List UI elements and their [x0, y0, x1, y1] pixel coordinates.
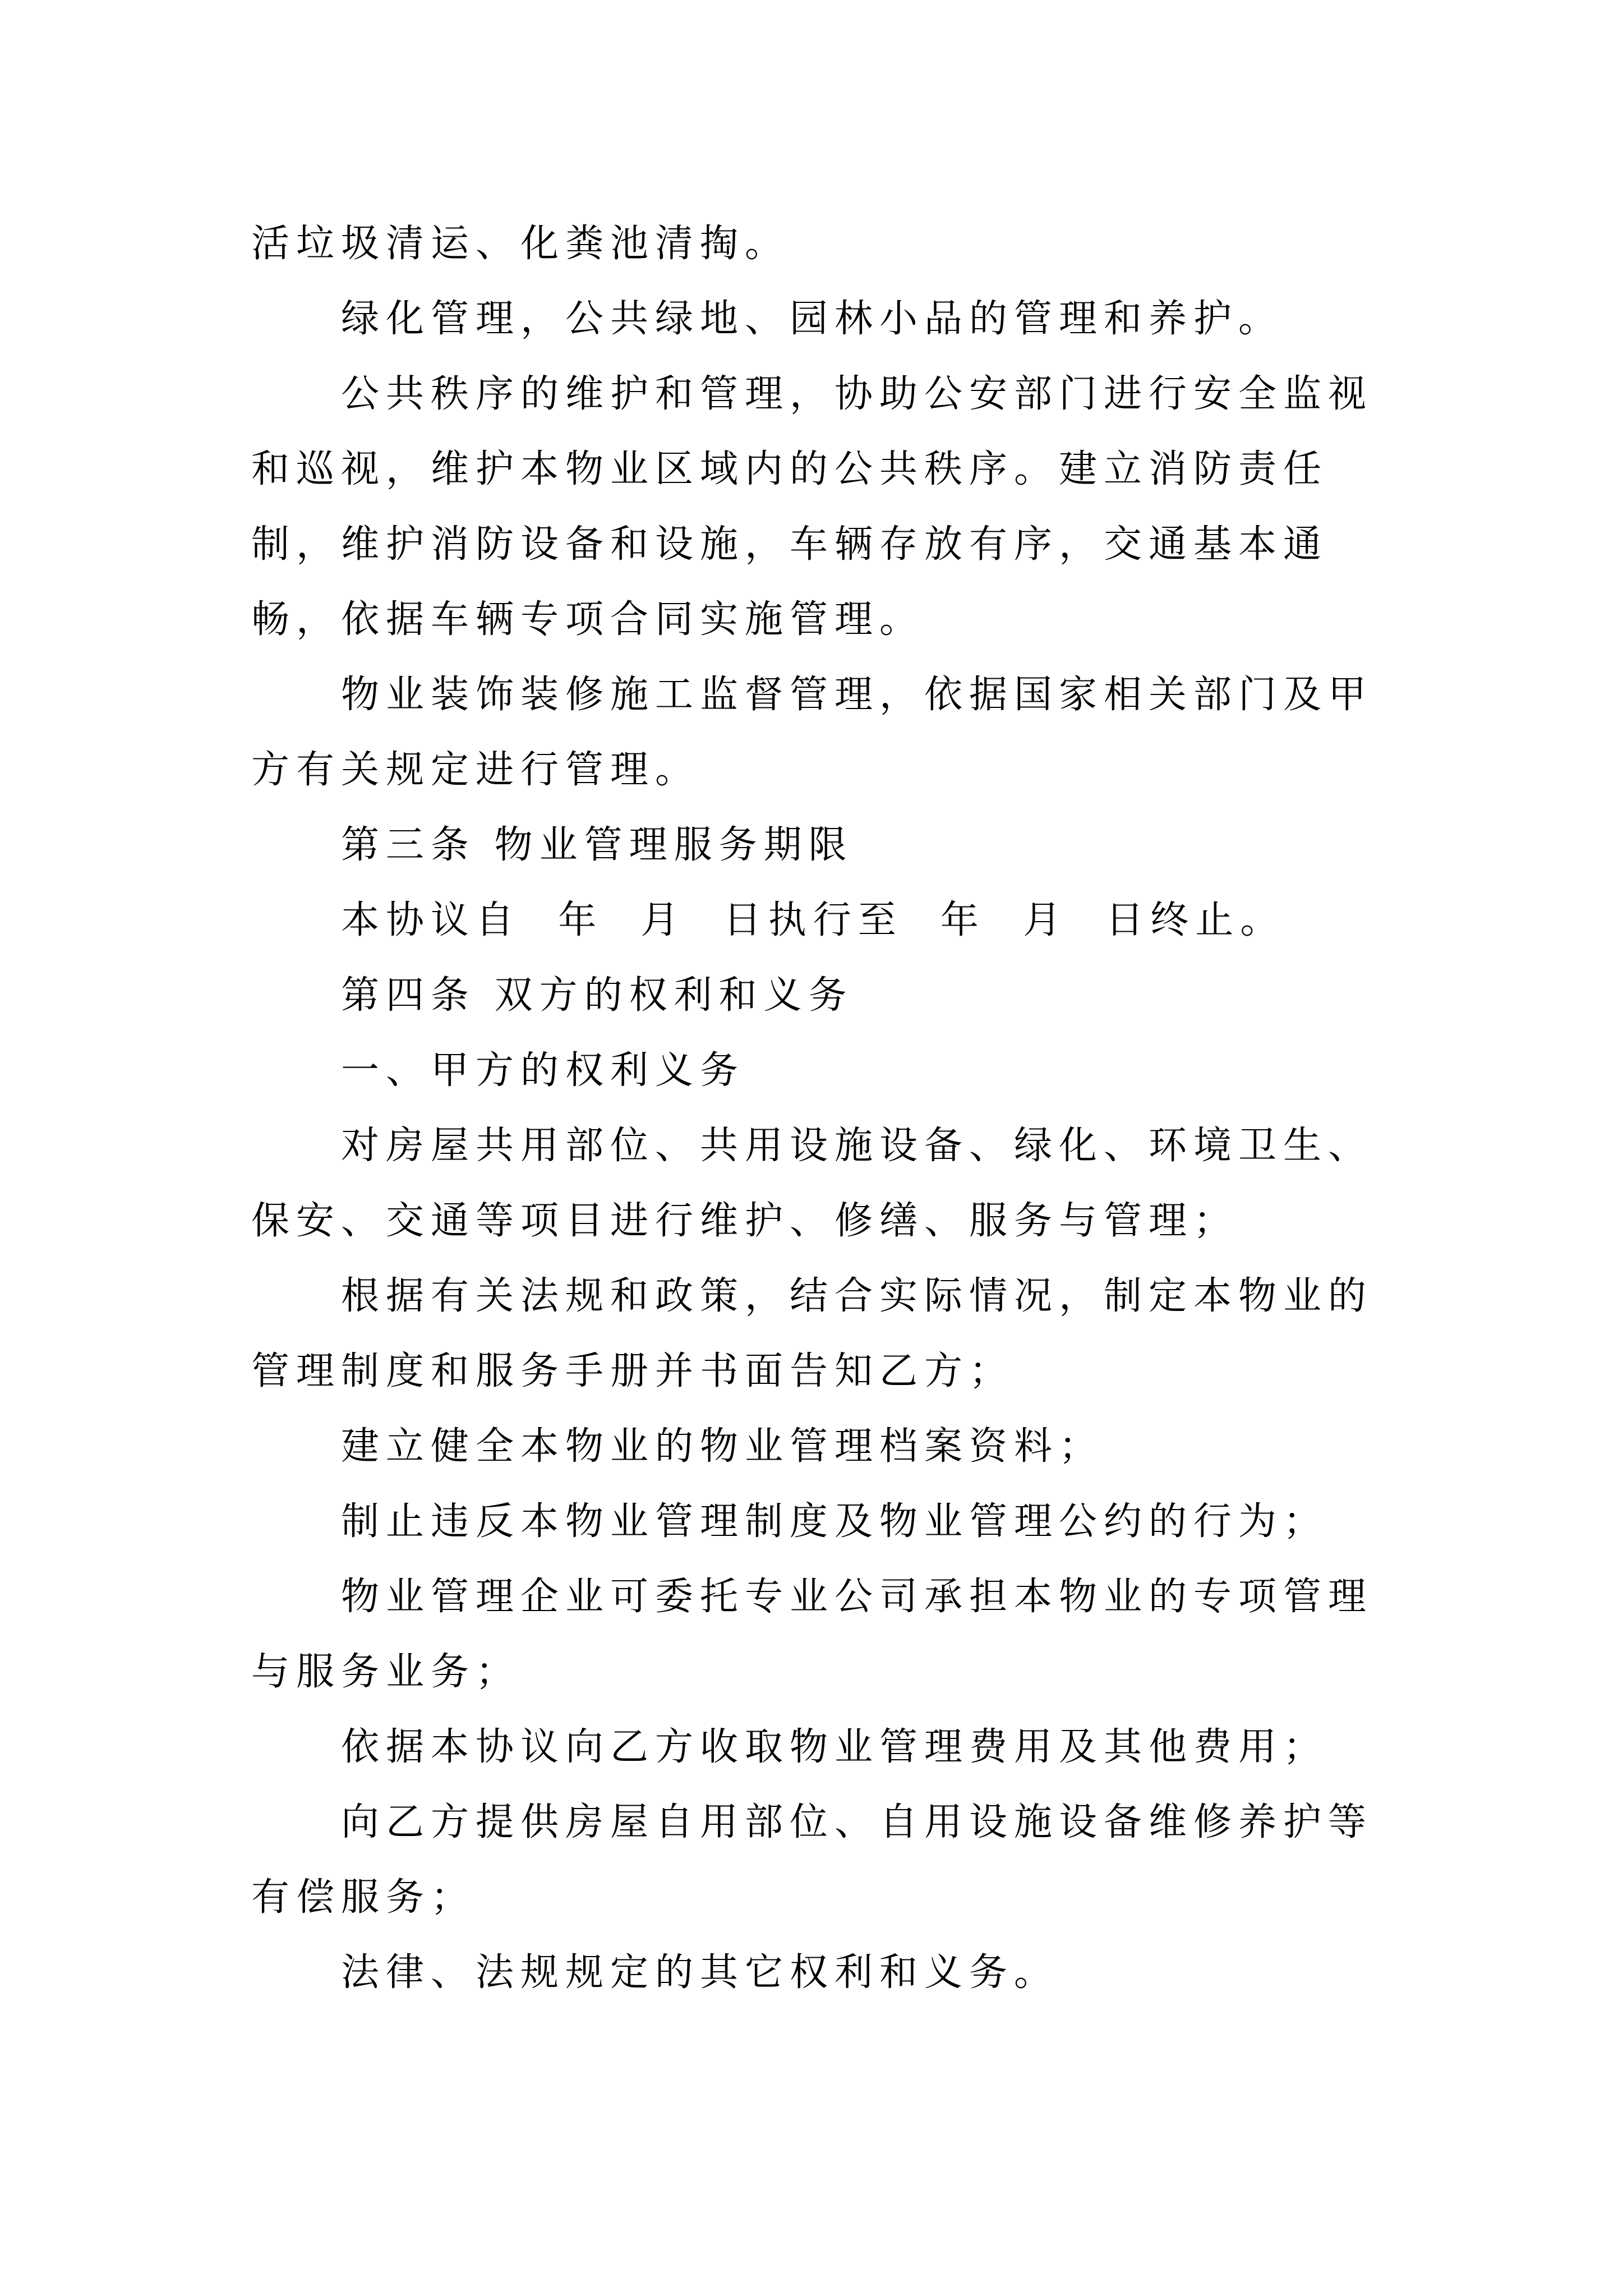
paragraph-party-a-item-5: 物业管理企业可委托专业公司承担本物业的专项管理与服务业务；	[251, 1575, 1373, 1694]
paragraph-party-a-item-6: 依据本协议向乙方收取物业管理费用及其他费用；	[341, 1725, 1329, 1769]
section-party-a-heading: 一、甲方的权利义务	[341, 1048, 745, 1093]
paragraph-renovation: 物业装饰装修施工监督管理，依据国家相关部门及甲方有关规定进行管理。	[251, 673, 1373, 792]
paragraph-party-a-item-3: 建立健全本物业的物业管理档案资料；	[341, 1424, 1104, 1469]
paragraph-party-a-item-1: 对房屋共用部位、共用设施设备、绿化、环境卫生、保安、交通等项目进行维护、修缮、服务与管理；	[251, 1124, 1373, 1243]
paragraph-term: 本协议自 年 月 日执行至 年 月 日终止。	[341, 898, 1285, 942]
paragraph-party-a-item-7: 向乙方提供房屋自用部位、自用设施设备维修养护等有偿服务；	[251, 1800, 1373, 1920]
article-3-heading: 第三条 物业管理服务期限	[341, 823, 854, 867]
paragraph-party-a-item-4: 制止违反本物业管理制度及物业管理公约的行为；	[341, 1499, 1329, 1544]
paragraph-continuation: 活垃圾清运、化粪池清掏。	[251, 222, 790, 266]
paragraph-party-a-item-8: 法律、法规规定的其它权利和义务。	[341, 1950, 1059, 1995]
document-body	[251, 206, 1390, 2010]
paragraph-party-a-item-2: 根据有关法规和政策，结合实际情况，制定本物业的管理制度和服务手册并书面告知乙方；	[251, 1274, 1373, 1393]
paragraph-public-order: 公共秩序的维护和管理，协助公安部门进行安全监视和巡视，维护本物业区域内的公共秩序。建立消防责任制，维护消防设备和设施，车辆存放有序，交通基本通畅，依据车辆专项合同实施管理。	[251, 372, 1373, 642]
paragraph-greening: 绿化管理，公共绿地、园林小品的管理和养护。	[341, 297, 1284, 341]
article-4-heading: 第四条 双方的权利和义务	[341, 973, 854, 1018]
